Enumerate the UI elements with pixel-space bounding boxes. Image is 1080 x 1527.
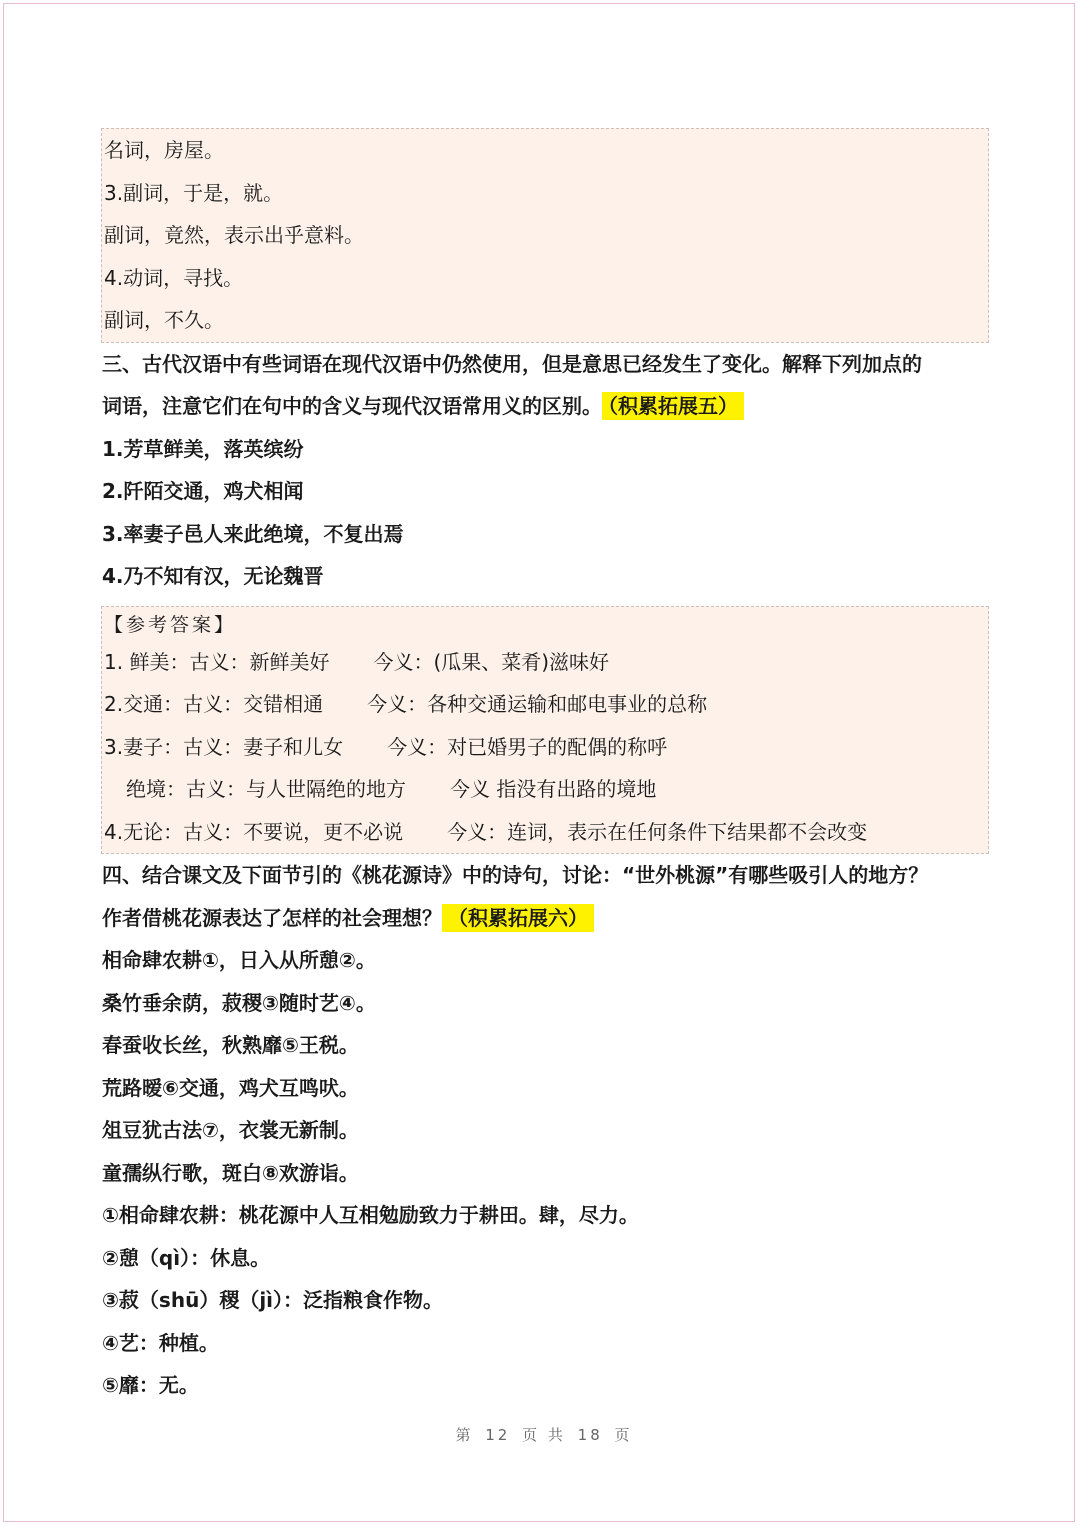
answer-row [104,811,986,854]
page-content [102,128,992,1407]
section-4-heading-line1: 四、结合课文及下面节引的《桃花源诗》中的诗句，讨论：“世外桃源”有哪些吸引人的地方？ [102,863,929,887]
document-page [3,3,1075,1522]
answer-ancient: 3.妻子：古义：妻子和儿女 [104,734,344,759]
section-3-heading-line1: 三、古代汉语中有些词语在现代汉语中仍然使用，但是意思已经发生了变化。解释下列加点的 [102,351,922,376]
footer-total-pages: 18 [577,1426,603,1444]
answer-row [104,683,986,726]
answer-line: 4.动词，寻找。 [104,265,244,290]
section-4-heading-text: 作者借桃花源表达了怎样的社会理想？ [102,905,442,930]
answer-ancient: 2.交通：古义：交错相通 [104,692,324,716]
question-item: 3.率妻子邑人来此绝境，不复出焉 [102,521,404,546]
poem-line: 俎豆犹古法⑦，衣裳无新制。 [102,1118,359,1142]
footer-current-page: 12 [485,1426,511,1444]
answer-ancient: 1. 鲜美：古义：新鲜美好 [104,649,330,674]
poem-line: 童孺纵行歌，斑白⑧欢游诣。 [102,1160,359,1185]
section-3-tag: （积累拓展五） [602,392,744,420]
answer-line: 副词，不久。 [104,308,224,332]
poem-note: ①相命肆农耕：桃花源中人互相勉励致力于耕田。肆，尽力。 [102,1203,639,1227]
answer-line: 名词，房屋。 [104,138,224,162]
poem-note: ②憩（qì）：休息。 [102,1245,271,1270]
poem-note: ④艺：种植。 [102,1330,219,1355]
answer-box-continued [101,128,989,343]
answer-line: 3.副词，于是，就。 [104,180,284,205]
page-footer [4,1424,1080,1445]
poem-line: 荒路暧⑥交通，鸡犬互鸣吠。 [102,1075,359,1100]
answer-modern: 今义：连词，表示在任何条件下结果都不会改变 [447,819,868,844]
question-item: 1.芳草鲜美，落英缤纷 [102,436,304,461]
footer-suffix: 页 [614,1426,633,1444]
poem-line: 春蚕收长丝，秋熟靡⑤王税。 [102,1033,359,1057]
answer-ancient: 4.无论：古义：不要说，更不必说 [104,819,404,844]
section-4-tag: （积累拓展六） [442,904,594,932]
footer-middle: 页 共 [522,1426,566,1444]
footer-prefix: 第 [455,1426,474,1444]
reference-answer-title: 【参考答案】 [104,613,237,636]
reference-answer-box [101,606,989,855]
section-3-heading-text: 词语，注意它们在句中的含义与现代汉语常用义的区别。 [102,394,602,418]
section-4 [102,854,992,1407]
poem-line: 相命肆农耕①，日入从所憩②。 [102,948,376,972]
poem-note: ⑤靡：无。 [102,1373,199,1397]
answer-line: 副词，竟然，表示出乎意料。 [104,223,364,247]
answer-modern: 今义：各种交通运输和邮电事业的总称 [367,692,708,716]
answer-row [104,726,986,769]
answer-row [104,641,986,684]
question-item: 4.乃不知有汉，无论魏晋 [102,564,324,588]
poem-note: ③菽（shū）稷（jì）：泛指粮食作物。 [102,1288,444,1312]
poem-line: 桑竹垂余荫，菽稷③随时艺④。 [102,990,376,1015]
answer-modern: 今义 指没有出路的境地 [450,777,657,801]
answer-row [104,768,986,811]
section-4-heading-line2 [102,897,992,940]
section-3 [102,343,992,598]
answer-modern: 今义：对已婚男子的配偶的称呼 [387,734,668,759]
answer-modern: 今义：(瓜果、菜肴)滋味好 [373,649,610,674]
question-item: 2.阡陌交通，鸡犬相闻 [102,479,304,503]
answer-ancient: 绝境：古义：与人世隔绝的地方 [126,777,406,801]
section-3-heading-line2 [102,385,992,428]
